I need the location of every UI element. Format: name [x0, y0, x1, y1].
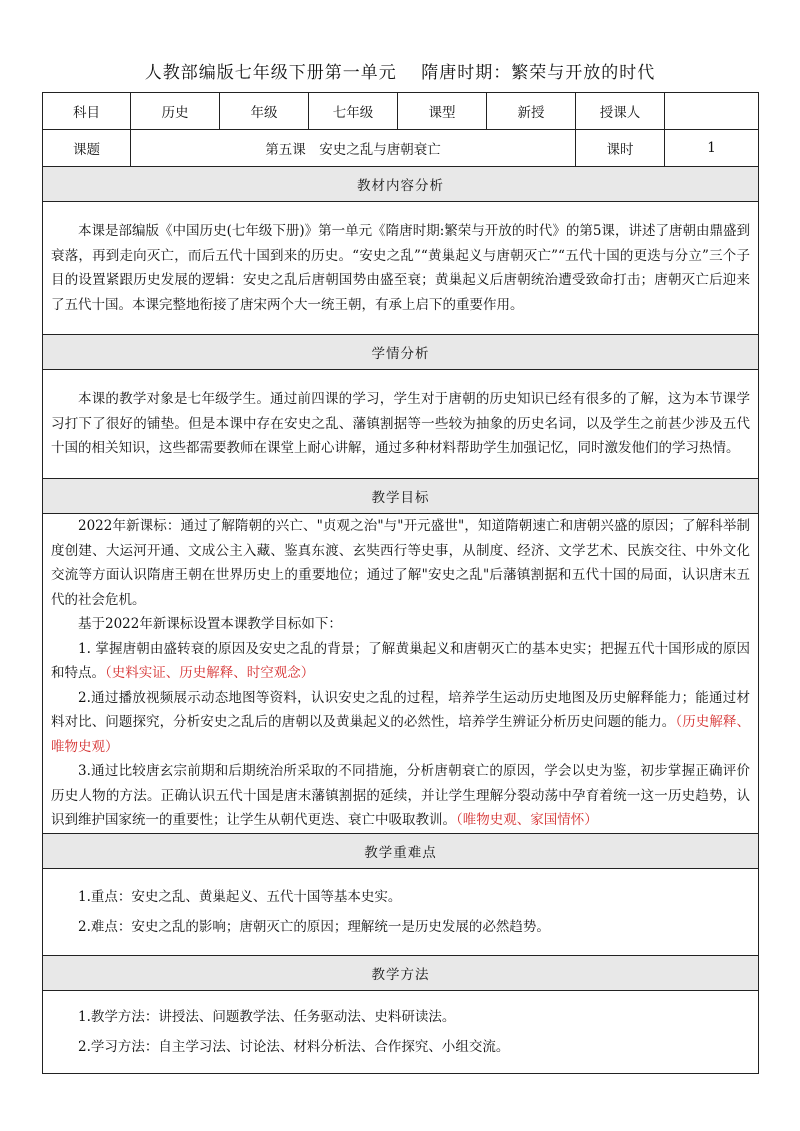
key-points-body	[43, 868, 759, 955]
lesson-type-value: 新授	[487, 93, 576, 130]
hours-label: 课时	[576, 130, 665, 167]
subject-value: 历史	[131, 93, 220, 130]
info-row	[43, 93, 759, 130]
content-analysis-heading: 教材内容分析	[43, 167, 759, 202]
content-analysis-body	[43, 202, 759, 335]
objective-2-text: 2.通过播放视频展示动态地图等资料，认识安史之乱的过程，培养学生运动历史地图及历史解释能力；能通过材料对比、问题探究，分析安史之乱后的唐朝以及黄巢起义的必然性，培养学生辨证分析历史问题的能力。	[51, 689, 750, 730]
key-points-heading: 教学重难点	[43, 833, 759, 868]
grade-value: 七年级	[309, 93, 398, 130]
method-item-2: 2.学习方法：自主学习法、讨论法、材料分析法、合作探究、小组交流。	[78, 1038, 510, 1055]
teacher-label: 授课人	[576, 93, 665, 130]
hours-value: 1	[665, 130, 759, 167]
methods-row	[43, 990, 759, 1073]
topic-row	[43, 130, 759, 167]
objectives-heading: 教学目标	[43, 479, 759, 514]
topic-label: 课题	[43, 130, 131, 167]
methods-body	[43, 990, 759, 1073]
section-header-key-points	[43, 833, 759, 868]
student-analysis-text: 本课的教学对象是七年级学生。通过前四课的学习，学生对于唐朝的历史知识已经有很多的了解，这为本节课学习打下了很好的铺垫。但是本课中存在安史之乱、藩镇割据等一些较为抽象的历史名词，以及学生之前甚少涉及五代十国的相关知识，这些都需要教师在课堂上耐心讲解，通过多种材料帮助学生加强记忆，同时激发他们的学习热情。	[51, 391, 750, 457]
objective-1-text: 1. 掌握唐朝由盛转衰的原因及安史之乱的背景；了解黄巢起义和唐朝灭亡的基本史实；把握五代十国形成的原因和特点。	[51, 640, 750, 681]
section-header-objectives	[43, 479, 759, 514]
section-header-student-analysis	[43, 335, 759, 370]
topic-value: 第五课 安史之乱与唐朝衰亡	[131, 130, 576, 167]
grade-label: 年级	[220, 93, 309, 130]
key-point-item-1: 1.重点：安史之乱、黄巢起义、五代十国等基本史实。	[78, 888, 402, 905]
student-analysis-row	[43, 370, 759, 479]
objective-item-1	[51, 637, 750, 686]
objective-item-3	[51, 759, 750, 833]
section-header-content-analysis	[43, 167, 759, 202]
lesson-plan-table	[42, 92, 759, 1074]
subject-label: 科目	[43, 93, 131, 130]
section-header-methods	[43, 955, 759, 990]
page-title: 人教部编版七年级下册第一单元 隋唐时期：繁荣与开放的时代	[144, 63, 656, 83]
objectives-standard-text: 2022年新课标：通过了解隋朝的兴亡、"贞观之治"与"开元盛世"，知道隋朝速亡和唐朝兴盛的原因；了解科举制度创建、大运河开通、文成公主入藏、鉴真东渡、玄奘西行等史事，从制度、经济、文学艺术、民族交往、中外文化交流等方面认识隋唐王朝在世界历史上的重要地位；通过了解"安史之乱"后藩镇割据和五代十国的局面，认识唐末五代的社会危机。	[51, 518, 750, 608]
key-points-row	[43, 868, 759, 955]
content-analysis-text: 本课是部编版《中国历史(七年级下册)》第一单元《隋唐时期:繁荣与开放的时代》的第5课，讲述了唐朝由鼎盛到衰落，再到走向灭亡，而后五代十国到来的历史。“安史之乱”“黄巢起义与唐朝灭亡”“五代十国的更迭与分立”三个子目的设置紧跟历史发展的逻辑：安史之乱后唐朝国势由盛至衰；黄巢起义后唐朝统治遭受致命打击；唐朝灭亡后迎来了五代十国。本课完整地衔接了唐宋两个大一统王朝，有承上启下的重要作用。	[51, 223, 750, 313]
objective-3-competency-tag: （唯物史观、家国情怀）	[456, 812, 598, 828]
objectives-body	[43, 514, 759, 834]
objective-1-competency-tag: （史料实证、历史解释、时空观念）	[105, 665, 315, 681]
lesson-type-label: 课型	[398, 93, 487, 130]
method-item-1: 1.教学方法：讲授法、问题教学法、任务驱动法、史料研读法。	[78, 1008, 456, 1025]
objective-3-text: 3.通过比较唐玄宗前期和后期统治所采取的不同措施，分析唐朝衰亡的原因，学会以史为鉴，初步掌握正确评价历史人物的方法。正确认识五代十国是唐末藩镇割据的延续，并让学生理解分裂动荡中孕育着统一这一历史趋势，认识到维护国家统一的重要性；让学生从朝代更迭、衰亡中吸取教训。	[51, 763, 750, 828]
objective-2-competency-tag: （历史解释、唯物史观）	[51, 714, 751, 755]
objectives-row	[43, 514, 759, 834]
teacher-value	[665, 93, 759, 130]
student-analysis-body	[43, 370, 759, 479]
student-analysis-heading: 学情分析	[43, 335, 759, 370]
methods-heading: 教学方法	[43, 955, 759, 990]
objectives-intro-text: 基于2022年新课标设置本课教学目标如下：	[78, 616, 342, 632]
objective-item-2	[51, 686, 750, 760]
content-analysis-row	[43, 202, 759, 335]
key-point-item-2: 2.难点：安史之乱的影响；唐朝灭亡的原因；理解统一是历史发展的必然趋势。	[78, 918, 550, 935]
